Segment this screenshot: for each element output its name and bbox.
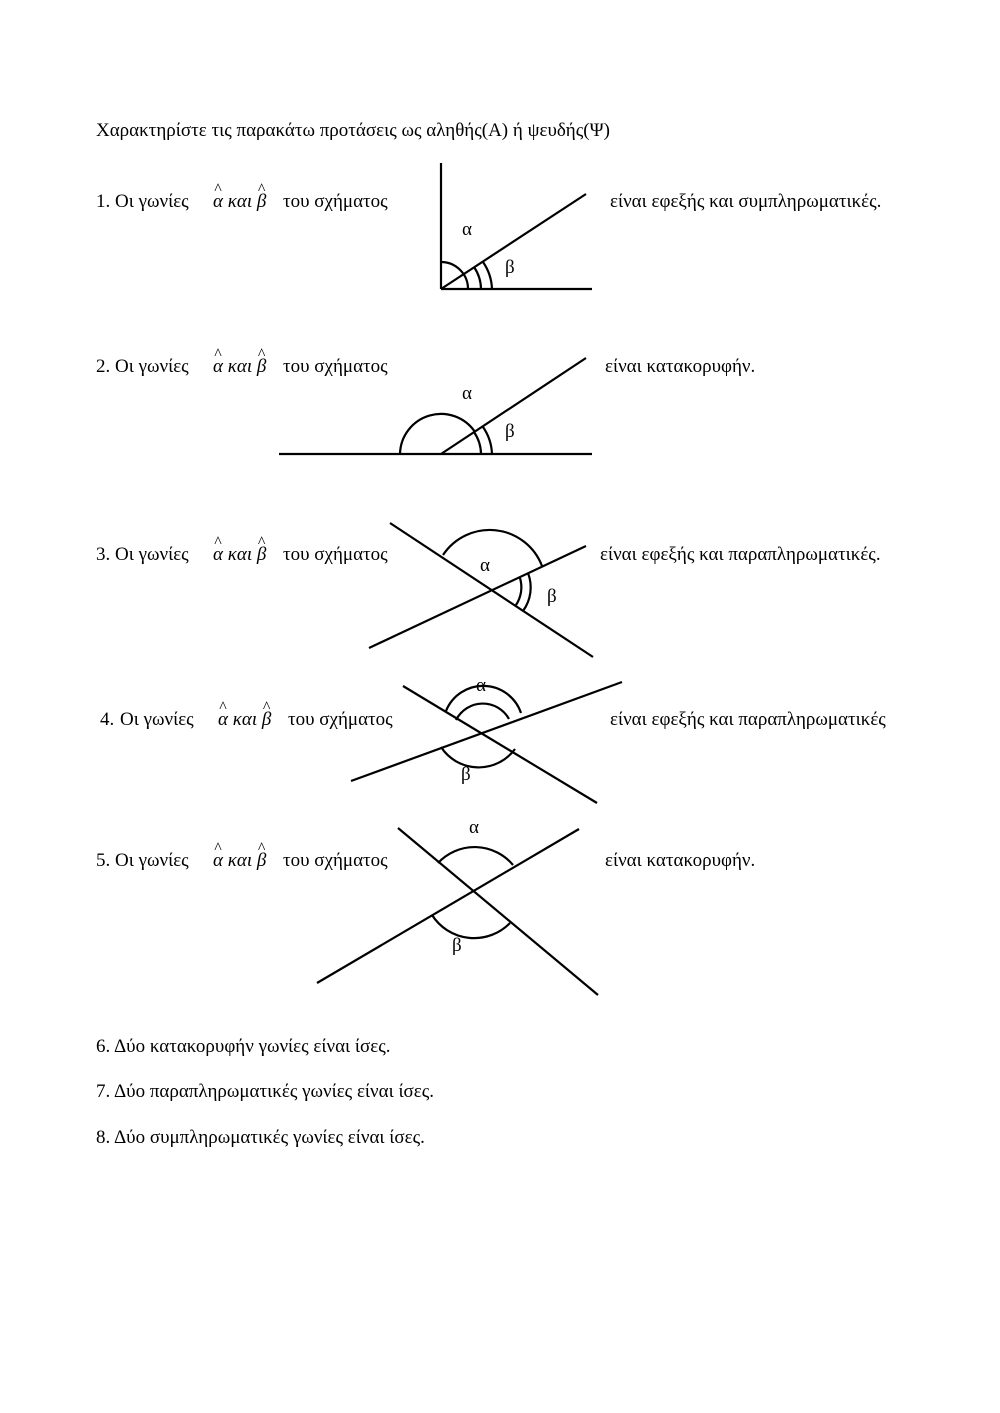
angle-arc-alpha (441, 262, 468, 289)
label-beta: β (461, 764, 471, 785)
item-middle: του σχήματος (283, 356, 388, 377)
kai-word: και (227, 544, 253, 565)
figure-4 (351, 675, 622, 803)
item-number: 5. (96, 850, 111, 871)
angle-arc-beta-outer (483, 427, 492, 454)
statement-8: 8. Δύο συμπληρωματικές γωνίες είναι ίσες. (96, 1127, 425, 1148)
statement-6: 6. Δύο κατακορυφήν γωνίες είναι ίσες. (96, 1036, 391, 1057)
angle-arc-beta-outer (483, 262, 492, 289)
item-prefix: Οι γωνίες (115, 356, 189, 377)
alpha-hat-symbol: ^ α (213, 356, 223, 378)
angle-arc-beta (432, 915, 510, 938)
line-2 (317, 829, 579, 983)
item-middle: του σχήματος (283, 850, 388, 871)
item-prefix: Οι γωνίες (120, 709, 194, 730)
label-alpha: α (462, 219, 472, 240)
beta-hat-symbol: ^ β (262, 709, 271, 731)
statement-7: 7. Δύο παραπληρωματικές γωνίες είναι ίσες. (96, 1081, 435, 1102)
item-number: 1. (96, 191, 111, 212)
item-prefix: Οι γωνίες (115, 544, 189, 565)
instructions: Χαρακτηρίστε τις παρακάτω προτάσεις ως αληθής(Α) ή ψευδής(Ψ) (96, 120, 610, 141)
figure-3 (369, 523, 593, 657)
item-number: 4. (100, 709, 115, 730)
angle-arc-alpha (443, 530, 542, 566)
beta-hat-symbol: ^ β (257, 850, 266, 872)
angle-arc-beta (441, 747, 515, 767)
kai-word: και (232, 709, 258, 730)
alpha-hat-symbol: ^ α (218, 709, 228, 731)
line-1 (403, 686, 597, 803)
item-prefix: Οι γωνίες (115, 191, 189, 212)
angle-arc-alpha-inner (456, 704, 509, 720)
label-beta: β (452, 935, 462, 956)
kai-word: και (227, 356, 253, 377)
label-beta: β (505, 421, 515, 442)
item-claim: είναι κατακορυφήν. (605, 356, 756, 377)
beta-hat-symbol: ^ β (257, 191, 266, 213)
label-alpha: α (462, 383, 472, 404)
item-claim: είναι εφεξής και συμπληρωματικές. (610, 191, 882, 212)
alpha-hat-symbol: ^ α (213, 850, 223, 872)
alpha-hat-symbol: ^ α (213, 544, 223, 566)
item-claim: είναι κατακορυφήν. (605, 850, 756, 871)
kai-word: και (227, 850, 253, 871)
label-beta: β (547, 586, 557, 607)
figure-1 (441, 163, 592, 289)
label-alpha: α (469, 817, 479, 838)
angle-arc-beta-outer (523, 573, 531, 611)
angle-arc-beta-inner (474, 267, 481, 289)
label-alpha: α (480, 555, 490, 576)
angle-arc-alpha (438, 847, 513, 865)
item-middle: του σχήματος (283, 191, 388, 212)
beta-hat-symbol: ^ β (257, 356, 266, 378)
angle-arc-beta-inner (474, 432, 481, 454)
angle-arc-alpha (400, 414, 475, 454)
figure-2 (279, 358, 592, 454)
kai-word: και (227, 191, 253, 212)
item-prefix: Οι γωνίες (115, 850, 189, 871)
item-claim: είναι εφεξής και παραπληρωματικές (610, 709, 886, 730)
label-alpha: α (476, 675, 486, 696)
item-number: 2. (96, 356, 111, 377)
label-beta: β (505, 257, 515, 278)
item-middle: του σχήματος (288, 709, 393, 730)
item-number: 3. (96, 544, 111, 565)
item-middle: του σχήματος (283, 544, 388, 565)
alpha-hat-symbol: ^ α (213, 191, 223, 213)
item-claim: είναι εφεξής και παραπληρωματικές. (600, 544, 881, 565)
beta-hat-symbol: ^ β (257, 544, 266, 566)
figure-5 (317, 817, 598, 995)
angle-arc-beta-inner (516, 578, 521, 605)
